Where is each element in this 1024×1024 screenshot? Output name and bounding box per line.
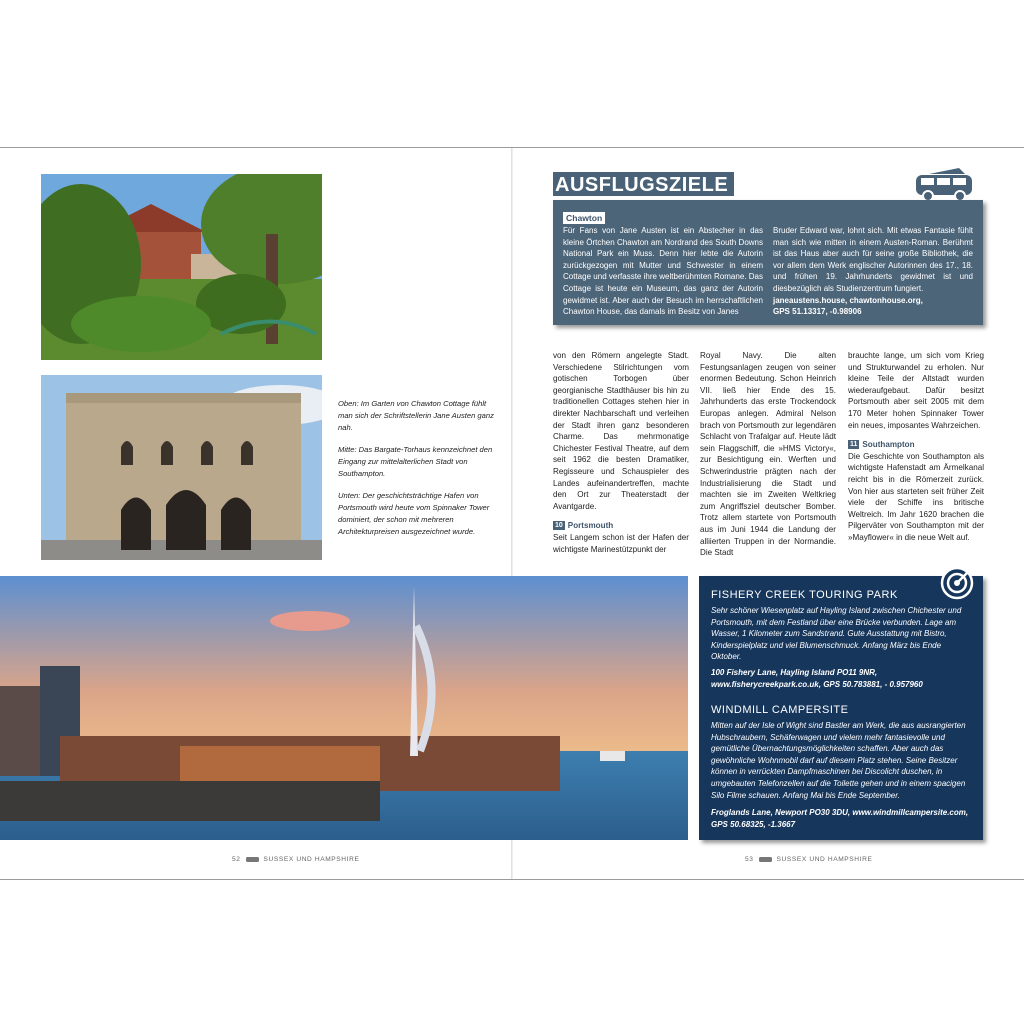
body-col2-text: Royal Navy. Die alten Festungsanlagen zeugen von seiner enormen Bedeutung. Schon Heinrich VII. ließ hier Ende des 15. Jahrhunderts das erste Trockendock Europas anlegen. Admiral Nelson brach von Portsmouth zur legendären Schlacht von Trafalgar auf. Heute lädt sein Flaggschiff, die »HMS Victory«, zur Besichtigung ein. Werften und Schwerindustrie prägten nach der Industrialisierung die Stadt und machten sie im Zweiten Weltkrieg zum Angriffsziel deutscher Bomber. Trotz allem startete von Portsmouth aus im Juni 1944 die Landung der alliierten Truppen in der Normandie. Die Stadt [700, 351, 836, 558]
body-col1-text: von den Römern angelegte Stadt. Verschiedene Stilrichtungen vom gotischen Torbogen über georgianische Stadthäuser bis hin zu traditionellen Cottages stehen hier in direkter Nachbarschaft und verleihen der Stadt ihren ganz besonderen Charme. Das mehrmonatige Chichester Festival Theatre, auf dem seit 1962 die besten Dramatiker, Regisseure und Schauspieler des Landes aufeinandertreffen, machte den Ort zur Theaterstadt der Avantgarde. [553, 351, 689, 511]
photo-bargate [41, 375, 322, 560]
tip2-title: WINDMILL CAMPERSITE [711, 704, 849, 716]
chawton-links[interactable]: janeaustens.house, chawtonhouse.org, [773, 295, 923, 305]
chawton-text-2-body: Bruder Edward war, lohnt sich. Mit etwas Fantasie fühlt man sich wie mitten in einem Austen-Roman. Berühmt ist das Haus aber auch für seine große Bibliothek, die vor allem dem Werk englischer Autorinnen des 17., 18. und frühen 19. Jahrhunderts gewidmet ist und diesbezüglich als Studienzentrum fungiert. [773, 226, 973, 293]
portsmouth-text: Seit Langem schon ist der Hafen der wichtigste Marinestützpunkt der [553, 532, 689, 554]
southampton-subheading [848, 439, 984, 451]
tip1-title: FISHERY CREEK TOURING PARK [711, 589, 898, 601]
southampton-number: 11 [850, 441, 858, 449]
caption-middle: Mitte: Das Bargate-Torhaus kennzeichnet den Eingang zur mittelalterlichen Stadt von Southampton. [338, 445, 493, 478]
chawton-infobox [553, 200, 983, 325]
campsite-tips-box [699, 576, 983, 840]
photo-captions [338, 398, 496, 548]
footer-left [232, 856, 359, 863]
target-icon [938, 560, 980, 602]
tip2-address[interactable]: Froglands Lane, Newport PO30 3DU, www.windmillcampersite.com, GPS 50.68325, -1.3667 [711, 808, 969, 829]
body-col3-text: brauchte lange, um sich vom Krieg und Strukturwandel zu erholen. Nur kleine Teile der Altstadt wurden wiederaufgebaut. Dafür besitzt Portsmouth aber seit 2005 mit dem 170 Meter hohen Spinnaker Tower ein neues, imposantes Wahrzeichen. [848, 351, 984, 430]
portsmouth-number: 10 [555, 522, 563, 530]
chawton-text-1: Für Fans von Jane Austen ist ein Abstecher in das kleine Örtchen Chawton am Nordrand des South Downs National Park ein Muss. Denn hier lebte die Autorin zurückgezogen mit Mutter und Schwester in einem Cottage und verfasste ihre weltberühmten Romane. Das Cottage ist heute ein Museum, das ganz der Autorin gewidmet ist. Aber auch der Besuch im herrschaftlichen Chawton House, das damals im Besitz von Janes [563, 226, 763, 317]
footer-label-left: SUSSEX UND HAMPSHIRE [263, 856, 360, 863]
portsmouth-subheading [553, 520, 689, 532]
caption-bottom: Unten: Der geschichtsträchtige Hafen von Portsmouth wird heute vom Spinnaker Tower dominiert, der schon mit mehreren Architekturpreisen ausgezeichnet wurde. [338, 491, 490, 536]
southampton-text: Die Geschichte von Southampton als wichtigste Hafenstadt am Ärmelkanal reicht bis in die Römerzeit zurück. Von hier aus starteten seit früher Zeit viele der Schiffe ins britische Weltreich. Im Jahr 1620 brachen die Pilgerväter von Southampton mit der »Mayflower« in die neue Welt auf. [848, 451, 984, 542]
mini-van-icon [759, 856, 772, 863]
camper-van-icon [913, 164, 975, 202]
page-number-left: 52 [232, 856, 241, 863]
photo-chawton-garden [41, 174, 322, 360]
footer-right [745, 856, 872, 863]
portsmouth-title: Portsmouth [567, 521, 614, 531]
body-column-2 [700, 350, 836, 559]
tip1-description: Sehr schöner Wiesenplatz auf Hayling Island zwischen Chichester und Portsmouth, mit dem Festland über eine Brücke verbunden. Lage am Wasser, 1 Kilometer zum Sandstrand. Gute Ausstattung mit Bistro, Kinderspielplatz und viel Blumenschmuck. Anfang März bis Ende Oktober. [711, 606, 962, 662]
mini-van-icon [246, 856, 259, 863]
caption-top: Oben: Im Garten von Chawton Cottage fühlt man sich der Schriftstellerin Jane Austen ganz nah. [338, 399, 494, 432]
tip1-address[interactable]: 100 Fishery Lane, Hayling Island PO11 9NR, www.fisherycreekpark.co.uk, GPS 50.783881, - 0.957960 [711, 668, 923, 689]
chawton-text-2 [773, 225, 973, 318]
page-number-right: 53 [745, 856, 754, 863]
southampton-title: Southampton [862, 440, 915, 450]
footer-label-right: SUSSEX UND HAMPSHIRE [776, 856, 873, 863]
chawton-tag: Chawton [563, 212, 605, 224]
body-column-3 [848, 350, 984, 544]
photo-portsmouth-harbour [0, 576, 688, 840]
chawton-gps: GPS 51.13317, -0.98906 [773, 307, 862, 317]
section-heading: AUSFLUGSZIELE [553, 172, 734, 199]
body-column-1 [553, 350, 689, 555]
tip2-description: Mitten auf der Isle of Wight sind Bastler am Werk, die aus ausrangierten Hubschraubern, Schäferwagen und vielem mehr fantasievolle und gemütliche Übernachtungsmöglichkeiten schaffen. Aber auch das gewöhnliche Wohnmobil darf auf diesem Platz stehen. Seine Besitzer können in verrückten Dampfmaschinen bei Discolicht duschen, in umgebauten Telefonzellen auf die Toilette gehen und in einem spacigen Silo Filme schauen. Anfang Mai bis Ende September. [711, 721, 966, 800]
